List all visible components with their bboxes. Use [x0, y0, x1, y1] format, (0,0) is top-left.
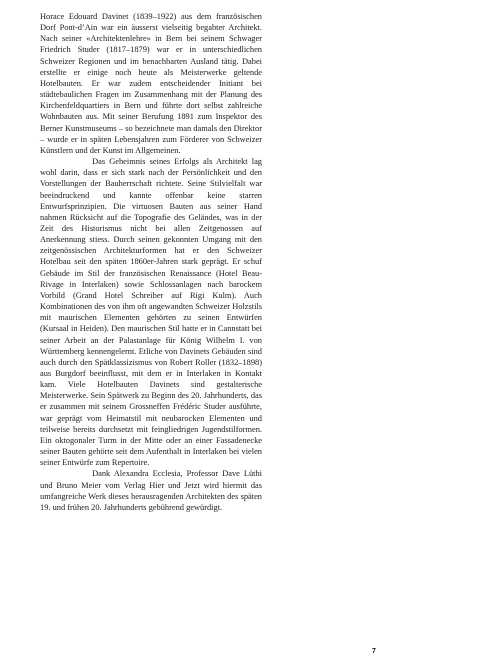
page-number: 7: [372, 648, 376, 655]
body-text-column: [40, 11, 262, 513]
paragraph-thanks: Dank Alexandra Ecclesia, Professor Dave Lüthi und Bruno Meier vom Verlag Hier und Jetzt wird hiermit das umfangreiche Werk dieses herausragenden Architekten des späten 19. und frühen 20. Jahrhunderts gebührend gewürdigt.: [40, 469, 262, 512]
paragraph-intro: Horace Edouard Davinet (1839–1922) aus dem französischen Dorf Pont-d’Ain war ein äusserst vielseitig begabter Architekt. Nach seiner «Architektenlehre» in Bern bei seinem Schwager Friedrich Studer (1817–1879) war er in unterschiedlichen Schweizer Regionen und im benachbarten Ausland tätig. Dabei erstellte er einige noch heute als Meisterwerke geltende Hotelbauten. Er war zudem entscheidender Initiant bei städtebaulichen Fragen im Zusammenhang mit der Planung des Kirchenfeldquartiers in Bern und führte dort selbst zahlreiche Wohnbauten aus. Mit seiner Berufung 1891 zum Inspektor des Berner Kunstmuseums – so bezeichnete man damals den Direktor – wurde er in späten Lebensjahren zum Förderer von Schweizer Künstlern und der Kunst im Allgemeinen.: [40, 12, 262, 155]
paragraph-success: Das Geheimnis seines Erfolgs als Architekt lag wohl darin, dass er sich stark nach der Persönlichkeit und den Vorstellungen der Bauherrschaft richtete. Seine Stilvielfalt war beeindruckend und kannte offenbar keine starren Entwurfsprinzipien. Die virtuosen Bauten aus seiner Hand nahmen Rücksicht auf die Topografie des Geländes, was in der Zeit des Historismus nicht bei allen Zeitgenossen auf Anerkennung stiess. Durch seinen gekonnten Umgang mit den zeitgenössischen Architekturformen hat er den Schweizer Hotelbau seit den späten 1860er-Jahren stark geprägt. Er schuf Gebäude im Stil der französischen Renaissance (Hotel Beau-Rivage in Interlaken) sowie Schlossanlagen nach barockem Vorbild (Grand Hotel Schreiber auf Rigi Kulm). Auch Kombinationen des von ihm oft angewandten Schweizer Holzstils mit maurischen Elementen gehörten zu seinen Entwürfen (Kursaal in Heiden). Den maurischen Stil hatte er in Cannstatt bei seiner Arbeit an der Palastanlage für König Wilhelm I. von Württemberg kennengelernt. Etliche von Davinets Gebäuden sind auch durch den Spätklassizismus von Robert Roller (1832–1898) aus Burgdorf beeinflusst, mit dem er in Interlaken in Kontakt kam. Viele Hotelbauten Davinets sind gestalterische Meisterwerke. Sein Spätwerk zu Beginn des 20. Jahrhunderts, das er zusammen mit seinem Grossneffen Frédéric Studer ausführte, war geprägt vom Heimatstil mit neubarocken Elementen und teilweise bereits durchsetzt mit feingliedrigen Jugendstilformen. Ein oktogonaler Turm in der Mitte oder an einer Fassadenecke seiner Bauten gehörte seit dem Aufenthalt in Interlaken bei vielen seiner Entwürfe zum Repertoire.: [40, 157, 262, 468]
